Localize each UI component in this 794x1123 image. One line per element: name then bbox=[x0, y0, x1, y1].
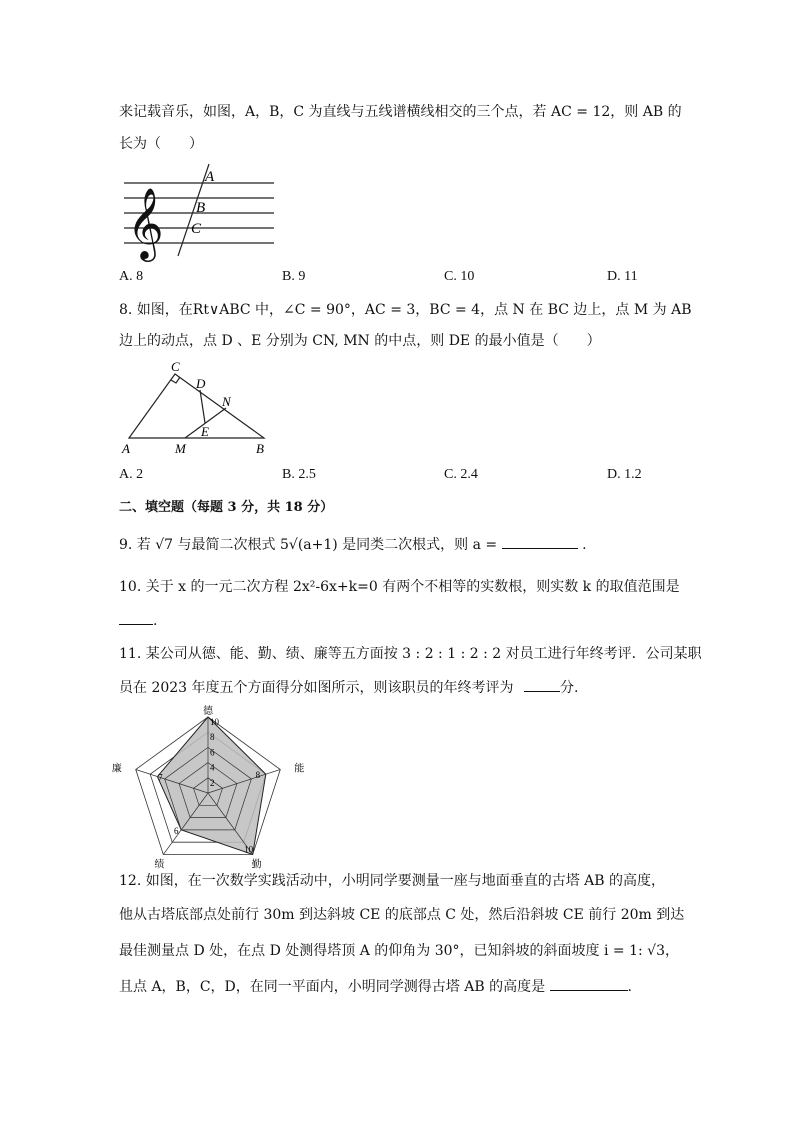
q8-option-b[interactable]: B. 2.5 bbox=[282, 467, 316, 482]
radar-chart bbox=[111, 698, 305, 871]
q9-end: . bbox=[582, 537, 587, 553]
q12-line3: 最佳测量点 D 处，在点 D 处测得塔顶 A 的仰角为 30°，已知斜坡的斜面坡度 i = 1: √3， bbox=[119, 943, 679, 959]
q7-option-a[interactable]: A. 8 bbox=[119, 269, 144, 284]
q7-option-b[interactable]: B. 9 bbox=[282, 269, 306, 284]
fig8-label-c: C bbox=[171, 359, 180, 374]
fig7-label-c: C bbox=[191, 221, 202, 237]
q8-option-a[interactable]: A. 2 bbox=[119, 467, 144, 482]
q8-options bbox=[119, 467, 679, 487]
q12-line1: 12. 如图，在一次数学实践活动中，小明同学要测量一座与地面垂直的古塔 AB 的高度， bbox=[119, 873, 666, 889]
radar-axis-label: 勤 bbox=[251, 859, 262, 871]
q9-answer-blank[interactable] bbox=[502, 534, 578, 549]
fig8-label-d: D bbox=[196, 376, 206, 391]
radar-score-label: 8 bbox=[255, 770, 261, 781]
q8-line2: 边上的动点，点 D 、E 分别为 CN, MN 的中点，则 DE 的最小值是（ ） bbox=[119, 333, 601, 349]
q12-end: . bbox=[627, 979, 632, 995]
fig8-label-a: A bbox=[122, 441, 130, 456]
fig8-label-b: B bbox=[256, 441, 264, 456]
radar-scale-label: 4 bbox=[210, 762, 215, 773]
q12-answer-blank[interactable] bbox=[550, 976, 628, 991]
radar-axis-label: 德 bbox=[203, 706, 213, 717]
q7-line1: 来记载音乐，如图，A，B，C 为直线与五线谱横线相交的三个点，若 AC = 12，则 AB 的 bbox=[119, 104, 682, 120]
radar-scale-label: 2 bbox=[210, 777, 215, 788]
treble-clef-icon: 𝄞 bbox=[127, 190, 164, 258]
q7-option-d[interactable]: D. 11 bbox=[607, 269, 638, 284]
q9-line bbox=[119, 534, 587, 555]
q10-answer-blank[interactable] bbox=[119, 610, 153, 625]
section-heading: 二、填空题（每题 3 分，共 18 分） bbox=[119, 500, 334, 515]
q8-option-c[interactable]: C. 2.4 bbox=[444, 467, 478, 482]
radar-score-label: 6 bbox=[173, 825, 179, 836]
radar-score-label: 10 bbox=[244, 844, 254, 855]
q12-line2: 他从古塔底部点处前行 30m 到达斜坡 CE 的底部点 C 处，然后沿斜坡 CE 前行 20m 到达 bbox=[119, 907, 685, 923]
fig8-label-n: N bbox=[222, 394, 231, 409]
staff-figure bbox=[119, 160, 289, 260]
q10-line1: 10. 关于 x 的一元二次方程 2x²-6x+k=0 有两个不相等的实数根，则实数 k 的取值范围是 bbox=[119, 579, 680, 595]
q7-line2: 长为（ ） bbox=[119, 136, 203, 152]
radar-axis-label: 廉 bbox=[111, 763, 122, 775]
fig7-label-b: B bbox=[196, 200, 206, 216]
q9-text: 9. 若 √7 与最简二次根式 5√(a+1) 是同类二次根式，则 a = bbox=[119, 537, 498, 553]
q7-options bbox=[119, 269, 679, 289]
q11-line1: 11. 某公司从德、能、勤、绩、廉等五方面按 3 : 2 : 1 : 2 : 2 对员工进行年终考评．公司某职 bbox=[119, 646, 702, 662]
q10-end: . bbox=[153, 613, 158, 629]
q11-end: 分. bbox=[559, 680, 579, 696]
triangle-figure bbox=[119, 358, 279, 458]
q12-line4 bbox=[119, 976, 632, 997]
radar-score-label: 7 bbox=[158, 772, 163, 783]
fig7-label-a: A bbox=[205, 169, 215, 185]
fig8-label-m: M bbox=[175, 441, 186, 456]
q11-line2 bbox=[119, 677, 578, 698]
radar-axis-label: 能 bbox=[294, 763, 305, 775]
radar-scale-label: 6 bbox=[210, 747, 215, 758]
q11-text: 员在 2023 年度五个方面得分如图所示，则该职员的年终考评为 bbox=[119, 680, 514, 696]
q8-option-d[interactable]: D. 1.2 bbox=[607, 467, 642, 482]
radar-scale-label: 10 bbox=[210, 717, 219, 727]
fig8-label-e: E bbox=[201, 424, 209, 439]
q12-text: 且点 A，B，C，D，在同一平面内，小明同学测得古塔 AB 的高度是 bbox=[119, 979, 546, 995]
q11-answer-blank[interactable] bbox=[524, 677, 560, 692]
q7-option-c[interactable]: C. 10 bbox=[444, 269, 475, 284]
radar-scale-label: 8 bbox=[210, 732, 215, 743]
q8-line1: 8. 如图，在Rt∨ABC 中，∠C = 90°，AC = 3，BC = 4，点 N 在 BC 边上，点 M 为 AB bbox=[119, 302, 692, 318]
radar-axis-label: 绩 bbox=[154, 859, 165, 871]
q10-line2 bbox=[119, 610, 157, 631]
